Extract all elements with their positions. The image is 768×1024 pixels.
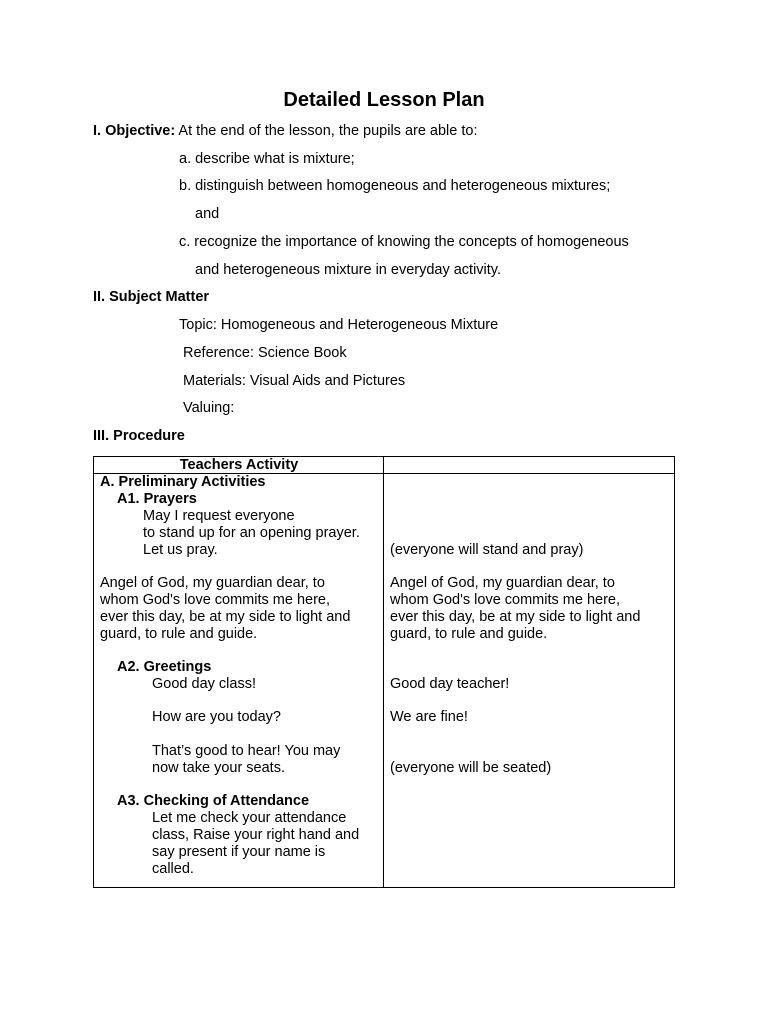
prayer-line: whom God's love commits me here, xyxy=(100,592,331,608)
teacher-line: to stand up for an opening prayer. xyxy=(143,525,360,541)
pupil-prayer-line: guard, to rule and guide. xyxy=(390,626,548,642)
prelim-heading: A. Preliminary Activities xyxy=(100,474,266,490)
teacher-line: say present if your name is xyxy=(152,844,326,860)
objective-line xyxy=(93,122,478,140)
pupil-line: We are fine! xyxy=(390,709,468,725)
teacher-line: Let us pray. xyxy=(143,542,218,558)
header-teachers-activity: Teachers Activity xyxy=(94,457,384,474)
objective-a: a. describe what is mixture; xyxy=(179,151,355,167)
prayer-line: Angel of God, my guardian dear, to xyxy=(100,575,325,591)
page-title: Detailed Lesson Plan xyxy=(283,89,485,111)
table-header-row xyxy=(94,457,675,474)
objective-b-cont: and xyxy=(195,206,220,222)
pupil-prayer-line: Angel of God, my guardian dear, to xyxy=(390,575,615,591)
attendance-heading: A3. Checking of Attendance xyxy=(117,793,310,809)
teacher-line: called. xyxy=(152,861,194,877)
pupil-line: Good day teacher! xyxy=(390,676,510,692)
pupil-line: (everyone will stand and pray) xyxy=(390,542,584,558)
prayer-line: guard, to rule and guide. xyxy=(100,626,258,642)
pupil-prayer-line: ever this day, be at my side to light and xyxy=(390,609,641,625)
pupil-prayer-line: whom God's love commits me here, xyxy=(390,592,621,608)
teacher-line: May I request everyone xyxy=(143,508,295,524)
subject-topic: Topic: Homogeneous and Heterogeneous Mixture xyxy=(179,317,499,333)
objective-heading: I. Objective: xyxy=(93,123,176,139)
objective-c: c. recognize the importance of knowing the concepts of homogeneous xyxy=(179,234,629,250)
teacher-line: Let me check your attendance xyxy=(152,810,347,826)
teacher-line: That’s good to hear! You may xyxy=(152,743,341,759)
greetings-heading: A2. Greetings xyxy=(117,659,212,675)
prayer-line: ever this day, be at my side to light and xyxy=(100,609,351,625)
pupil-cell xyxy=(384,474,675,888)
teacher-line: now take your seats. xyxy=(152,760,285,776)
procedure-table xyxy=(93,456,675,888)
procedure-heading: III. Procedure xyxy=(93,428,185,444)
teacher-cell xyxy=(94,474,384,888)
subject-reference: Reference: Science Book xyxy=(183,345,347,361)
subject-materials: Materials: Visual Aids and Pictures xyxy=(183,373,406,389)
subject-heading: II. Subject Matter xyxy=(93,289,210,305)
header-pupils-activity xyxy=(384,457,675,474)
prayers-heading: A1. Prayers xyxy=(117,491,197,507)
teacher-line: How are you today? xyxy=(152,709,281,725)
objective-intro: At the end of the lesson, the pupils are able to: xyxy=(175,123,478,139)
pupil-line: (everyone will be seated) xyxy=(390,760,552,776)
table-row xyxy=(94,474,675,888)
teacher-line: class, Raise your right hand and xyxy=(152,827,360,843)
teacher-line: Good day class! xyxy=(152,676,256,692)
objective-c-cont: and heterogeneous mixture in everyday activity. xyxy=(195,262,502,278)
subject-valuing: Valuing: xyxy=(183,400,235,416)
objective-b: b. distinguish between homogeneous and heterogeneous mixtures; xyxy=(179,178,611,194)
